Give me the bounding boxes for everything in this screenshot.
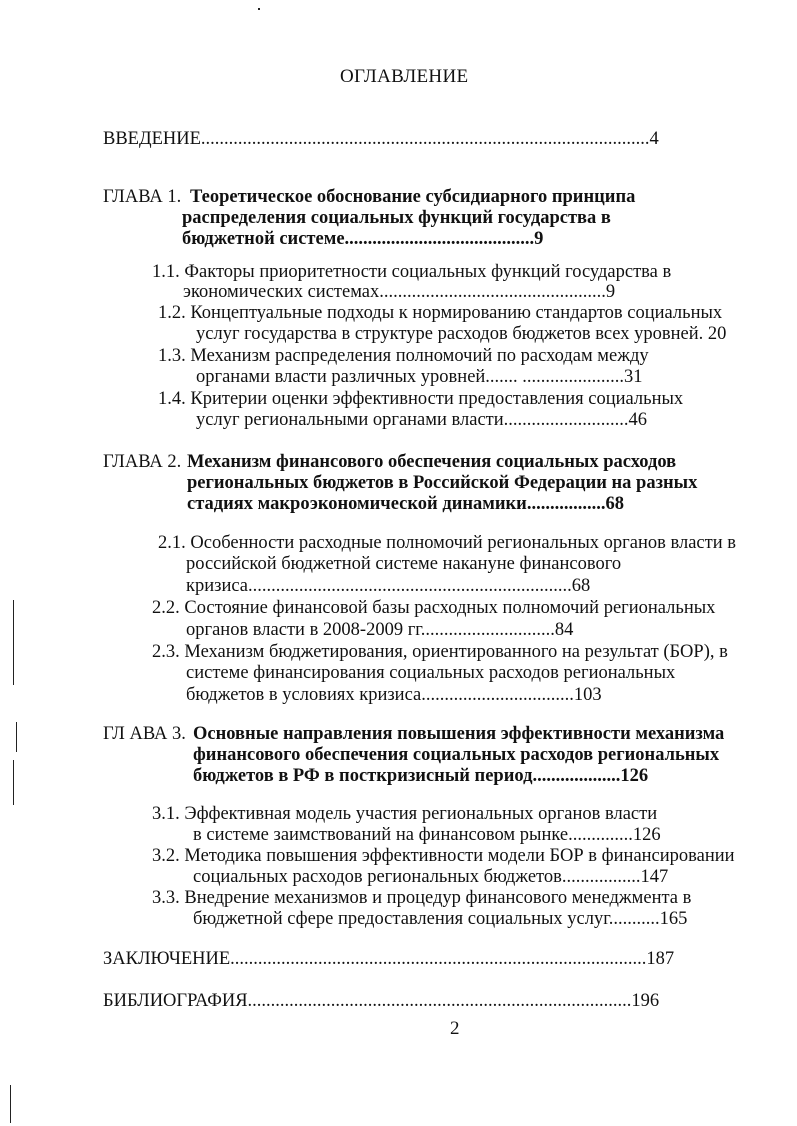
scan-mark [258,8,260,10]
section-1-2-line1[interactable]: 1.2. Концептуальные подходы к нормированию стандартов социальных [158,303,723,323]
section-1-4-line2[interactable]: услуг региональными органами власти...........................46 [196,410,648,430]
toc-conclusion[interactable]: ЗАКЛЮЧЕНИЕ..........................................................................................187 [103,949,675,969]
section-3-2-line1[interactable]: 3.2. Методика повышения эффективности модели БОР в финансировании [152,846,735,866]
scan-mark [10,1085,11,1123]
section-1-3-line2[interactable]: органами власти различных уровней....... ......................31 [196,367,643,387]
section-1-3-line1[interactable]: 1.3. Механизм распределения полномочий по расходам между [158,346,649,366]
chapter-2-title-line3[interactable]: стадиях макроэкономической динамики.................68 [187,494,624,514]
section-1-4-line1[interactable]: 1.4. Критерии оценки эффективности предоставления социальных [158,389,684,409]
section-3-1-line1[interactable]: 3.1. Эффективная модель участия региональных органов власти [152,804,658,824]
scan-mark [16,722,17,752]
toc-intro[interactable]: ВВЕДЕНИЕ.................................................................................................4 [103,129,659,149]
section-1-1-line1[interactable]: 1.1. Факторы приоритетности социальных функций государства в [152,262,672,282]
section-2-1-line2[interactable]: российской бюджетной системе накануне финансового [186,554,622,574]
section-3-3-line2[interactable]: бюджетной сфере предоставления социальных услуг...........165 [193,909,688,929]
chapter-1-label: ГЛАВА 1. [103,187,182,207]
toc-bibliography[interactable]: БИБЛИОГРАФИЯ...................................................................................196 [103,991,660,1011]
section-1-1-line2[interactable]: экономических системах.................................................9 [183,282,616,302]
chapter-1-title-line3[interactable]: бюджетной системе.........................................9 [182,229,544,249]
chapter-3-title-line1[interactable]: Основные направления повышения эффективности механизма [193,724,725,744]
section-3-1-line2[interactable]: в системе заимствований на финансовом рынке..............126 [193,825,661,845]
chapter-1-title-line1[interactable]: Теоретическое обоснование субсидиарного принципа [190,187,636,207]
section-2-3-line2[interactable]: системе финансирования социальных расходов региональных [186,663,676,683]
chapter-3-title-line2[interactable]: финансового обеспечения социальных расходов региональных [193,745,720,765]
section-2-1-line3[interactable]: кризиса......................................................................68 [186,576,591,596]
page-title: ОГЛАВЛЕНИЕ [340,66,469,87]
chapter-2-label: ГЛАВА 2. [103,452,182,472]
chapter-3-label: ГЛ АВА 3. [103,724,186,744]
section-3-2-line2[interactable]: социальных расходов региональных бюджетов.................147 [193,867,669,887]
section-2-3-line1[interactable]: 2.3. Механизм бюджетирования, ориентированного на результат (БОР), в [152,642,728,662]
scan-mark [13,600,14,685]
chapter-2-title-line1[interactable]: Механизм финансового обеспечения социальных расходов [187,452,677,472]
page-number: 2 [450,1018,460,1039]
section-2-2-line2[interactable]: органов власти в 2008-2009 гг.............................84 [186,620,574,640]
chapter-3-title-line3[interactable]: бюджетов в РФ в посткризисный период...................126 [193,766,649,786]
section-1-2-line2[interactable]: услуг государства в структуре расходов бюджетов всех уровней. 20 [196,324,727,344]
section-3-3-line1[interactable]: 3.3. Внедрение механизмов и процедур финансового менеджмента в [152,888,692,908]
section-2-1-line1[interactable]: 2.1. Особенности расходные полномочий региональных органов власти в [158,533,736,553]
section-2-3-line3[interactable]: бюджетов в условиях кризиса.................................103 [186,685,602,705]
section-2-2-line1[interactable]: 2.2. Состояние финансовой базы расходных полномочий региональных [152,598,716,618]
scan-mark [13,760,14,805]
chapter-2-title-line2[interactable]: региональных бюджетов в Российской Федерации на разных [187,473,698,493]
chapter-1-title-line2[interactable]: распределения социальных функций государства в [182,208,611,228]
